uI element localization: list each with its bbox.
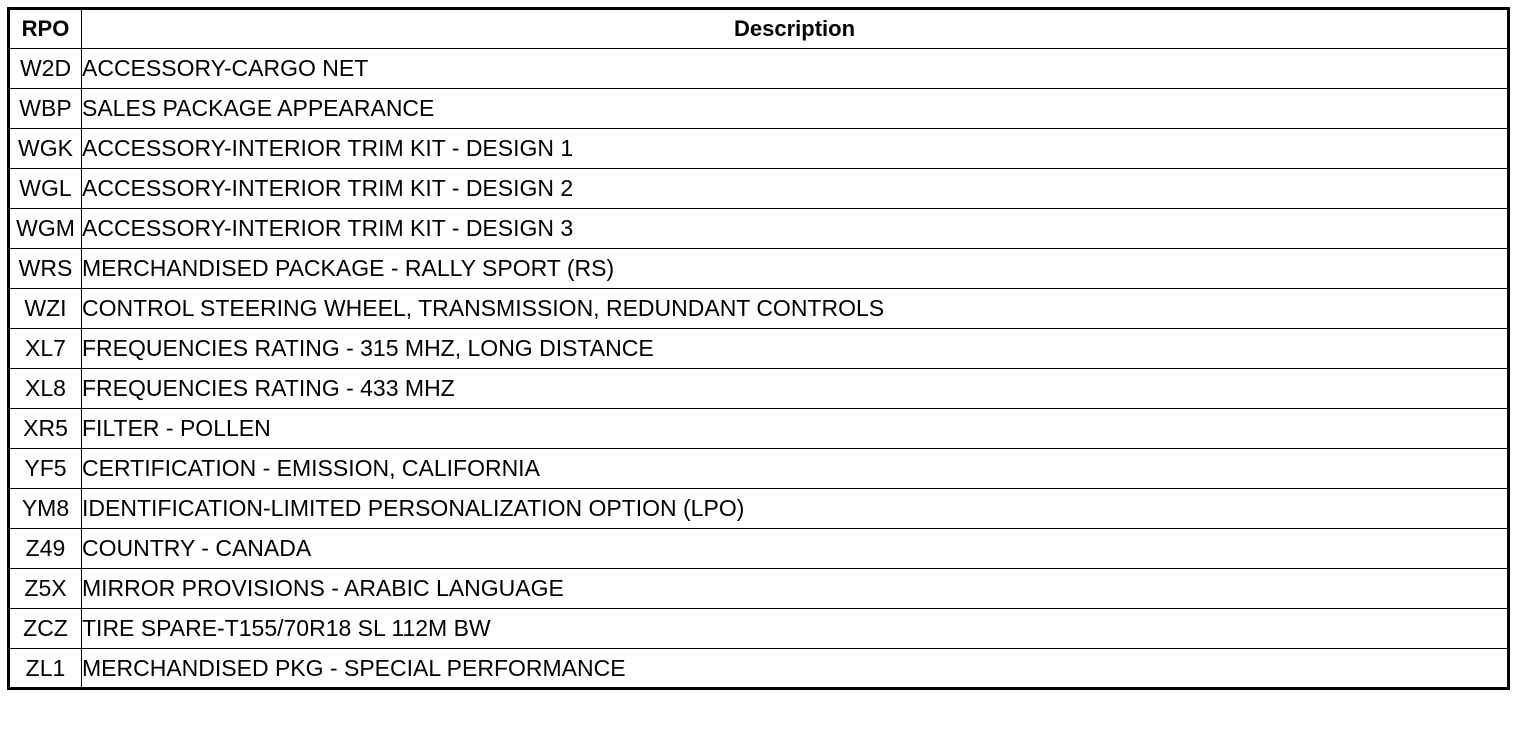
description-cell: TIRE SPARE-T155/70R18 SL 112M BW bbox=[82, 609, 1509, 649]
description-cell: MERCHANDISED PACKAGE - RALLY SPORT (RS) bbox=[82, 249, 1509, 289]
table-row bbox=[9, 169, 1509, 209]
rpo-table bbox=[7, 7, 1510, 690]
description-cell: CERTIFICATION - EMISSION, CALIFORNIA bbox=[82, 449, 1509, 489]
rpo-cell: Z49 bbox=[9, 529, 82, 569]
header-rpo: RPO bbox=[9, 9, 82, 49]
description-cell: MERCHANDISED PKG - SPECIAL PERFORMANCE bbox=[82, 649, 1509, 689]
table-body bbox=[9, 49, 1509, 689]
rpo-cell: XL7 bbox=[9, 329, 82, 369]
rpo-cell: Z5X bbox=[9, 569, 82, 609]
table-row bbox=[9, 129, 1509, 169]
rpo-cell: YF5 bbox=[9, 449, 82, 489]
rpo-cell: WRS bbox=[9, 249, 82, 289]
header-description: Description bbox=[82, 9, 1509, 49]
table-row bbox=[9, 489, 1509, 529]
rpo-cell: WGM bbox=[9, 209, 82, 249]
table-row bbox=[9, 409, 1509, 449]
description-cell: COUNTRY - CANADA bbox=[82, 529, 1509, 569]
table-row bbox=[9, 329, 1509, 369]
description-cell: ACCESSORY-INTERIOR TRIM KIT - DESIGN 1 bbox=[82, 129, 1509, 169]
description-cell: IDENTIFICATION-LIMITED PERSONALIZATION OPTION (LPO) bbox=[82, 489, 1509, 529]
description-cell: ACCESSORY-INTERIOR TRIM KIT - DESIGN 2 bbox=[82, 169, 1509, 209]
table-row bbox=[9, 449, 1509, 489]
description-cell: ACCESSORY-INTERIOR TRIM KIT - DESIGN 3 bbox=[82, 209, 1509, 249]
table-row bbox=[9, 89, 1509, 129]
description-cell: MIRROR PROVISIONS - ARABIC LANGUAGE bbox=[82, 569, 1509, 609]
rpo-cell: W2D bbox=[9, 49, 82, 89]
rpo-cell: XL8 bbox=[9, 369, 82, 409]
table-row bbox=[9, 609, 1509, 649]
table-row bbox=[9, 649, 1509, 689]
header-row bbox=[9, 9, 1509, 49]
description-cell: ACCESSORY-CARGO NET bbox=[82, 49, 1509, 89]
table-row bbox=[9, 529, 1509, 569]
rpo-cell: WZI bbox=[9, 289, 82, 329]
table-header bbox=[9, 9, 1509, 49]
table-row bbox=[9, 569, 1509, 609]
description-cell: FILTER - POLLEN bbox=[82, 409, 1509, 449]
description-cell: FREQUENCIES RATING - 433 MHZ bbox=[82, 369, 1509, 409]
table-row bbox=[9, 249, 1509, 289]
rpo-cell: ZCZ bbox=[9, 609, 82, 649]
description-cell: SALES PACKAGE APPEARANCE bbox=[82, 89, 1509, 129]
description-cell: CONTROL STEERING WHEEL, TRANSMISSION, REDUNDANT CONTROLS bbox=[82, 289, 1509, 329]
rpo-cell: YM8 bbox=[9, 489, 82, 529]
rpo-cell: WBP bbox=[9, 89, 82, 129]
rpo-cell: XR5 bbox=[9, 409, 82, 449]
rpo-cell: ZL1 bbox=[9, 649, 82, 689]
rpo-cell: WGK bbox=[9, 129, 82, 169]
description-cell: FREQUENCIES RATING - 315 MHZ, LONG DISTANCE bbox=[82, 329, 1509, 369]
table-row bbox=[9, 289, 1509, 329]
table-row bbox=[9, 49, 1509, 89]
table-row bbox=[9, 369, 1509, 409]
table-row bbox=[9, 209, 1509, 249]
rpo-cell: WGL bbox=[9, 169, 82, 209]
